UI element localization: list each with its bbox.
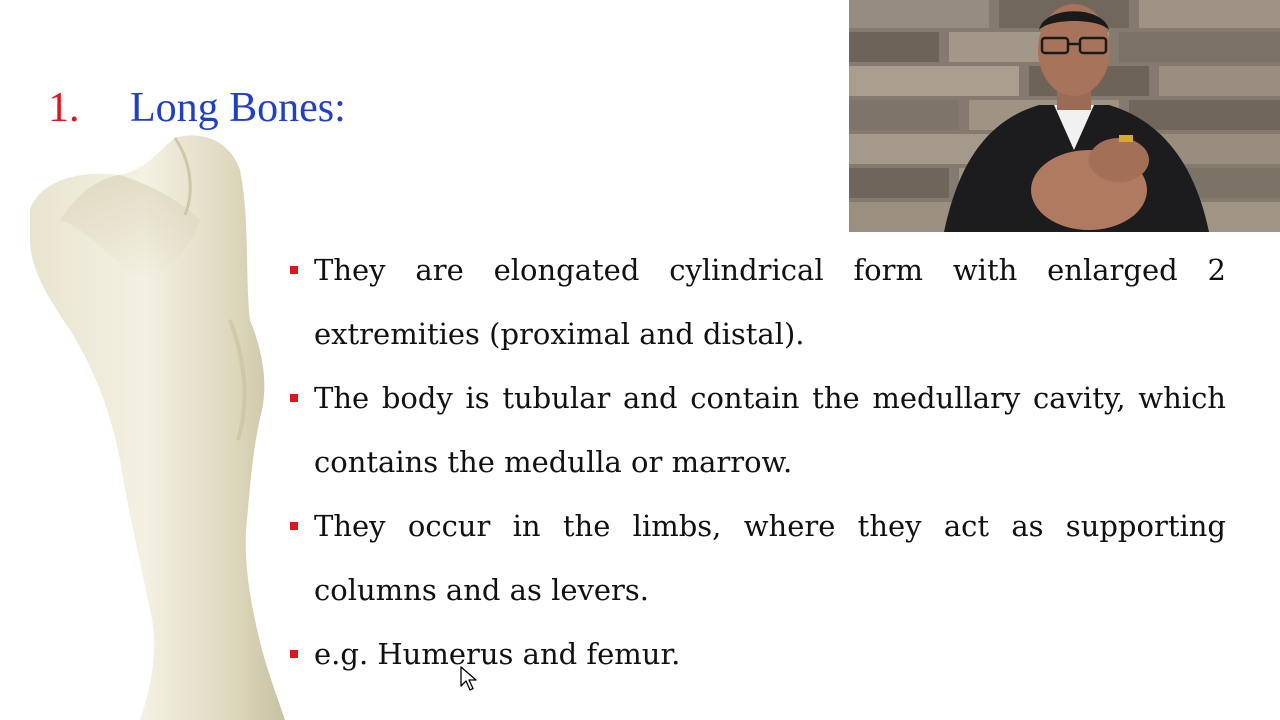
- bullet-item: [286, 494, 1226, 622]
- square-bullet-icon: [290, 266, 298, 274]
- bullet-list: [286, 238, 1226, 686]
- mouse-pointer-icon: [460, 666, 478, 692]
- heading-number: 1.: [48, 85, 80, 131]
- slide-heading: [48, 80, 346, 136]
- bullet-text: e.g. Humerus and femur.: [314, 637, 681, 671]
- bone-image: [0, 130, 300, 720]
- bullet-text: They occur in the limbs, where they act as supporting columns and as levers.: [314, 509, 1226, 607]
- bullet-item: [286, 366, 1226, 494]
- square-bullet-icon: [290, 522, 298, 530]
- square-bullet-icon: [290, 650, 298, 658]
- bullet-text: They are elongated cylindrical form with enlarged 2 extremities (proximal and distal).: [314, 253, 1226, 351]
- bullet-item: [286, 238, 1226, 366]
- bullet-text: The body is tubular and contain the medullary cavity, which contains the medulla or marrow.: [314, 381, 1226, 479]
- heading-title: Long Bones:: [130, 85, 346, 131]
- square-bullet-icon: [290, 394, 298, 402]
- presenter-webcam: [849, 0, 1280, 232]
- bullet-item: [286, 622, 1226, 686]
